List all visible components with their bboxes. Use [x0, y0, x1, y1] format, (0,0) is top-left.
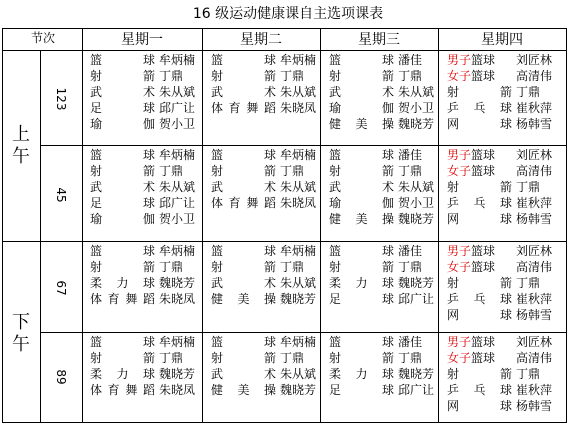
session-morning-label: 上午: [12, 124, 30, 167]
course-entry: [329, 163, 434, 179]
teacher-name: 牟炳楠: [159, 148, 196, 162]
course-name: 射 箭: [90, 351, 155, 365]
schedule-cell: [447, 147, 552, 227]
course-sport: 篮球: [471, 351, 496, 365]
course-entry: [211, 382, 316, 398]
grid-row-2: [2, 241, 567, 242]
teacher-name: 魏晓芳: [398, 117, 435, 131]
teacher-name: 牟炳楠: [280, 244, 317, 258]
course-entry: [90, 68, 195, 84]
teacher-name: 丁鼎: [280, 164, 305, 178]
course-entry: [90, 179, 195, 195]
schedule-cell: [329, 52, 434, 132]
course-entry: [329, 259, 434, 275]
course-name: 射 箭: [329, 351, 394, 365]
course-entry: [329, 243, 434, 259]
period-label: 67: [54, 280, 68, 296]
course-name: 篮 球: [211, 244, 276, 258]
schedule-cell: [329, 147, 434, 227]
course-entry: [211, 84, 316, 100]
teacher-name: 丁鼎: [516, 367, 541, 381]
course-entry: [329, 179, 434, 195]
course-name: 武 术: [211, 276, 276, 290]
teacher-name: 丁鼎: [398, 351, 423, 365]
teacher-name: 魏晓芳: [398, 212, 435, 226]
teacher-name: 贺小卫: [398, 196, 435, 210]
grid-row-3: [40, 332, 567, 333]
course-name: 瑜 伽: [329, 196, 394, 210]
course-entry: [90, 259, 195, 275]
teacher-name: 丁鼎: [516, 180, 541, 194]
teacher-name: 朱晓凤: [280, 196, 317, 210]
course-name: 篮 球: [90, 335, 155, 349]
teacher-name: 朱晓凤: [280, 101, 317, 115]
course-entry: [329, 195, 434, 211]
course-name: 篮 球: [329, 148, 394, 162]
period-label: 123: [54, 87, 68, 111]
period-89: [49, 370, 73, 384]
course-entry: [447, 52, 552, 68]
course-entry: [211, 275, 316, 291]
teacher-name: 丁鼎: [159, 164, 184, 178]
teacher-name: 朱从斌: [159, 180, 196, 194]
course-entry: [447, 100, 552, 116]
course-name: 瑜 伽: [90, 212, 155, 226]
teacher-name: 崔秋萍: [516, 101, 553, 115]
course-name: 乒 乓 球: [447, 292, 512, 306]
course-name: 柔 力 球: [329, 367, 394, 381]
course-entry: [329, 100, 434, 116]
course-name: 柔 力 球: [329, 276, 394, 290]
course-name: 射 箭: [447, 276, 512, 290]
course-entry: [211, 259, 316, 275]
teacher-name: 潘佳: [398, 53, 423, 67]
teacher-name: 丁鼎: [280, 260, 305, 274]
course-entry: [211, 68, 316, 84]
course-name: 射 箭: [90, 260, 155, 274]
course-entry: [211, 179, 316, 195]
course-entry: [329, 350, 434, 366]
session-afternoon-label: 下午: [12, 312, 30, 355]
teacher-name: 丁鼎: [280, 69, 305, 83]
grid-day-divider-2: [320, 28, 321, 423]
course-name: [447, 350, 512, 366]
period-label: 89: [54, 369, 68, 385]
teacher-name: 丁鼎: [159, 69, 184, 83]
course-name: [447, 68, 512, 84]
course-entry: [90, 382, 195, 398]
teacher-name: 潘佳: [398, 148, 423, 162]
course-entry: [447, 382, 552, 398]
grid-row-1: [40, 145, 567, 146]
course-name: 武 术: [90, 180, 155, 194]
teacher-name: 崔秋萍: [516, 196, 553, 210]
period-45: [49, 188, 73, 202]
teacher-name: 魏晓芳: [398, 367, 435, 381]
teacher-name: 高清伟: [516, 260, 553, 274]
schedule-cell: [90, 243, 195, 307]
course-name: 射 箭: [329, 164, 394, 178]
course-name: 武 术: [329, 85, 394, 99]
course-entry: [329, 211, 434, 227]
period-header: 节次: [30, 31, 55, 45]
schedule-cell: [329, 334, 434, 398]
course-entry: [329, 147, 434, 163]
teacher-name: 丁鼎: [159, 351, 184, 365]
course-entry: [90, 195, 195, 211]
course-name: 足 球: [90, 101, 155, 115]
course-entry: [90, 52, 195, 68]
teacher-name: 朱从斌: [398, 85, 435, 99]
course-name: 武 术: [329, 180, 394, 194]
course-entry: [211, 147, 316, 163]
teacher-name: 朱从斌: [280, 180, 317, 194]
teacher-name: 丁鼎: [398, 164, 423, 178]
gender-prefix: 男子: [447, 148, 472, 162]
course-entry: [447, 163, 552, 179]
course-entry: [329, 52, 434, 68]
teacher-name: 刘匠林: [516, 53, 553, 67]
schedule-cell: [211, 52, 316, 116]
course-name: 柔 力 球: [90, 276, 155, 290]
grid-day-divider-1: [202, 28, 203, 423]
course-entry: [90, 84, 195, 100]
course-entry: [447, 179, 552, 195]
teacher-name: 丁鼎: [280, 351, 305, 365]
course-entry: [90, 291, 195, 307]
course-entry: [329, 84, 434, 100]
course-name: [447, 259, 512, 275]
teacher-name: 牟炳楠: [280, 335, 317, 349]
course-entry: [447, 147, 552, 163]
teacher-name: 朱晓凤: [159, 383, 196, 397]
teacher-name: 贺小卫: [159, 212, 196, 226]
course-name: 瑜 伽: [90, 117, 155, 131]
course-entry: [211, 291, 316, 307]
course-entry: [447, 291, 552, 307]
schedule-cell: [211, 334, 316, 398]
teacher-name: 牟炳楠: [159, 244, 196, 258]
course-entry: [90, 350, 195, 366]
course-entry: [447, 307, 552, 323]
course-entry: [211, 163, 316, 179]
schedule-cell: [447, 52, 552, 132]
course-name: [447, 147, 512, 163]
teacher-name: 高清伟: [516, 69, 553, 83]
course-sport: 篮球: [471, 260, 496, 274]
grid-left: [2, 28, 3, 423]
course-entry: [447, 68, 552, 84]
day-header-wed: 星期三: [358, 32, 400, 48]
course-name: 体 育 舞 蹈: [90, 383, 155, 397]
teacher-name: 潘佳: [398, 335, 423, 349]
grid-right: [566, 28, 567, 423]
course-name: 瑜 伽: [329, 101, 394, 115]
teacher-name: 丁鼎: [398, 69, 423, 83]
course-name: 足 球: [329, 292, 394, 306]
course-name: 乒 乓 球: [447, 196, 512, 210]
teacher-name: 高清伟: [516, 164, 553, 178]
schedule-cell: [90, 147, 195, 227]
course-name: 射 箭: [211, 164, 276, 178]
course-name: 篮 球: [211, 148, 276, 162]
grid-period-divider: [82, 28, 83, 423]
teacher-name: 崔秋萍: [516, 383, 553, 397]
course-entry: [211, 366, 316, 382]
grid-header-bottom: [2, 50, 567, 51]
teacher-name: 魏晓芳: [159, 276, 196, 290]
course-name: 体 育 舞 蹈: [211, 196, 276, 210]
course-entry: [90, 211, 195, 227]
teacher-name: 魏晓芳: [159, 367, 196, 381]
course-entry: [90, 366, 195, 382]
course-name: 射 箭: [211, 69, 276, 83]
day-header-mon: 星期一: [121, 32, 163, 48]
course-sport: 篮球: [471, 335, 496, 349]
course-name: 射 箭: [447, 367, 512, 381]
course-name: 篮 球: [90, 148, 155, 162]
course-entry: [447, 275, 552, 291]
course-name: 武 术: [211, 180, 276, 194]
course-entry: [447, 334, 552, 350]
teacher-name: 朱从斌: [398, 180, 435, 194]
course-entry: [90, 243, 195, 259]
course-entry: [447, 350, 552, 366]
course-entry: [90, 147, 195, 163]
gender-prefix: 男子: [447, 335, 472, 349]
course-entry: [90, 163, 195, 179]
teacher-name: 朱从斌: [280, 85, 317, 99]
teacher-name: 丁鼎: [398, 260, 423, 274]
course-name: 射 箭: [329, 69, 394, 83]
course-name: 健 美 操: [329, 117, 394, 131]
grid-top: [2, 28, 567, 29]
teacher-name: 牟炳楠: [280, 53, 317, 67]
teacher-name: 邱广让: [159, 196, 196, 210]
course-entry: [211, 350, 316, 366]
course-entry: [211, 52, 316, 68]
session-afternoon: [7, 312, 35, 356]
teacher-name: 刘匠林: [516, 244, 553, 258]
gender-prefix: 女子: [447, 260, 472, 274]
course-name: 体 育 舞 蹈: [90, 292, 155, 306]
gender-prefix: 女子: [447, 164, 472, 178]
course-name: 网 球: [447, 212, 512, 226]
teacher-name: 丁鼎: [516, 276, 541, 290]
course-name: [447, 52, 512, 68]
course-entry: [90, 334, 195, 350]
course-name: 足 球: [329, 383, 394, 397]
course-entry: [211, 100, 316, 116]
course-name: 篮 球: [329, 53, 394, 67]
teacher-name: 贺小卫: [159, 117, 196, 131]
course-entry: [447, 243, 552, 259]
course-entry: [329, 366, 434, 382]
course-entry: [329, 334, 434, 350]
course-name: 篮 球: [211, 53, 276, 67]
period-123: [49, 87, 73, 111]
course-name: 健 美 操: [211, 292, 276, 306]
schedule-cell: [447, 243, 552, 323]
course-name: 足 球: [90, 196, 155, 210]
grid-session-divider: [40, 50, 41, 422]
schedule-cell: [447, 334, 552, 414]
teacher-name: 牟炳楠: [159, 335, 196, 349]
course-entry: [90, 100, 195, 116]
course-name: 篮 球: [211, 335, 276, 349]
course-name: 射 箭: [211, 260, 276, 274]
teacher-name: 刘匠林: [516, 148, 553, 162]
teacher-name: 朱从斌: [280, 276, 317, 290]
teacher-name: 丁鼎: [516, 85, 541, 99]
teacher-name: 邱广让: [398, 383, 435, 397]
course-name: 射 箭: [447, 85, 512, 99]
course-name: 篮 球: [90, 53, 155, 67]
course-entry: [211, 195, 316, 211]
teacher-name: 朱从斌: [280, 367, 317, 381]
course-entry: [329, 275, 434, 291]
course-sport: 篮球: [471, 164, 496, 178]
period-67: [49, 281, 73, 295]
course-sport: 篮球: [471, 148, 496, 162]
course-entry: [329, 382, 434, 398]
teacher-name: 朱晓凤: [159, 292, 196, 306]
gender-prefix: 男子: [447, 53, 472, 67]
course-name: [447, 243, 512, 259]
teacher-name: 高清伟: [516, 351, 553, 365]
course-name: 体 育 舞 蹈: [211, 101, 276, 115]
course-entry: [447, 211, 552, 227]
course-entry: [329, 116, 434, 132]
course-sport: 篮球: [471, 69, 496, 83]
schedule-cell: [211, 147, 316, 211]
course-name: 网 球: [447, 399, 512, 413]
course-sport: 篮球: [471, 244, 496, 258]
course-entry: [211, 334, 316, 350]
schedule-cell: [90, 52, 195, 132]
schedule-cell: [211, 243, 316, 307]
course-name: 健 美 操: [329, 212, 394, 226]
course-name: 射 箭: [90, 69, 155, 83]
course-sport: 篮球: [471, 53, 496, 67]
teacher-name: 刘匠林: [516, 335, 553, 349]
course-entry: [447, 398, 552, 414]
course-name: 篮 球: [329, 335, 394, 349]
course-entry: [90, 275, 195, 291]
teacher-name: 杨韩雪: [516, 399, 553, 413]
course-name: 网 球: [447, 308, 512, 322]
course-entry: [90, 116, 195, 132]
teacher-name: 邱广让: [159, 101, 196, 115]
course-name: 篮 球: [90, 244, 155, 258]
teacher-name: 贺小卫: [398, 101, 435, 115]
gender-prefix: 女子: [447, 69, 472, 83]
course-name: 篮 球: [329, 244, 394, 258]
teacher-name: 牟炳楠: [159, 53, 196, 67]
teacher-name: 牟炳楠: [280, 148, 317, 162]
teacher-name: 丁鼎: [159, 260, 184, 274]
course-name: 射 箭: [329, 260, 394, 274]
page-title: 16 级运动健康课自主选项课表: [192, 6, 384, 22]
course-entry: [447, 116, 552, 132]
course-entry: [329, 291, 434, 307]
course-name: [447, 334, 512, 350]
teacher-name: 杨韩雪: [516, 117, 553, 131]
course-name: 健 美 操: [211, 383, 276, 397]
schedule-cell: [90, 334, 195, 398]
course-name: [447, 163, 512, 179]
schedule-cell: [329, 243, 434, 307]
course-name: 乒 乓 球: [447, 101, 512, 115]
course-name: 柔 力 球: [90, 367, 155, 381]
course-name: 乒 乓 球: [447, 383, 512, 397]
course-name: 射 箭: [211, 351, 276, 365]
teacher-name: 魏晓芳: [280, 383, 317, 397]
course-name: 射 箭: [447, 180, 512, 194]
gender-prefix: 女子: [447, 351, 472, 365]
gender-prefix: 男子: [447, 244, 472, 258]
course-name: 武 术: [90, 85, 155, 99]
teacher-name: 魏晓芳: [398, 276, 435, 290]
teacher-name: 杨韩雪: [516, 212, 553, 226]
course-name: 网 球: [447, 117, 512, 131]
course-entry: [447, 195, 552, 211]
day-header-thu: 星期四: [481, 32, 523, 48]
course-entry: [447, 259, 552, 275]
course-entry: [329, 68, 434, 84]
period-label: 45: [54, 187, 68, 203]
course-name: 射 箭: [90, 164, 155, 178]
course-name: 武 术: [211, 367, 276, 381]
course-entry: [447, 84, 552, 100]
grid-bottom: [2, 422, 567, 423]
teacher-name: 崔秋萍: [516, 292, 553, 306]
course-entry: [447, 366, 552, 382]
course-entry: [211, 243, 316, 259]
course-name: 武 术: [211, 85, 276, 99]
day-header-tue: 星期二: [240, 32, 282, 48]
teacher-name: 杨韩雪: [516, 308, 553, 322]
teacher-name: 朱从斌: [159, 85, 196, 99]
session-morning: [7, 124, 35, 168]
teacher-name: 潘佳: [398, 244, 423, 258]
grid-day-divider-3: [438, 28, 439, 423]
teacher-name: 邱广让: [398, 292, 435, 306]
teacher-name: 魏晓芳: [280, 292, 317, 306]
